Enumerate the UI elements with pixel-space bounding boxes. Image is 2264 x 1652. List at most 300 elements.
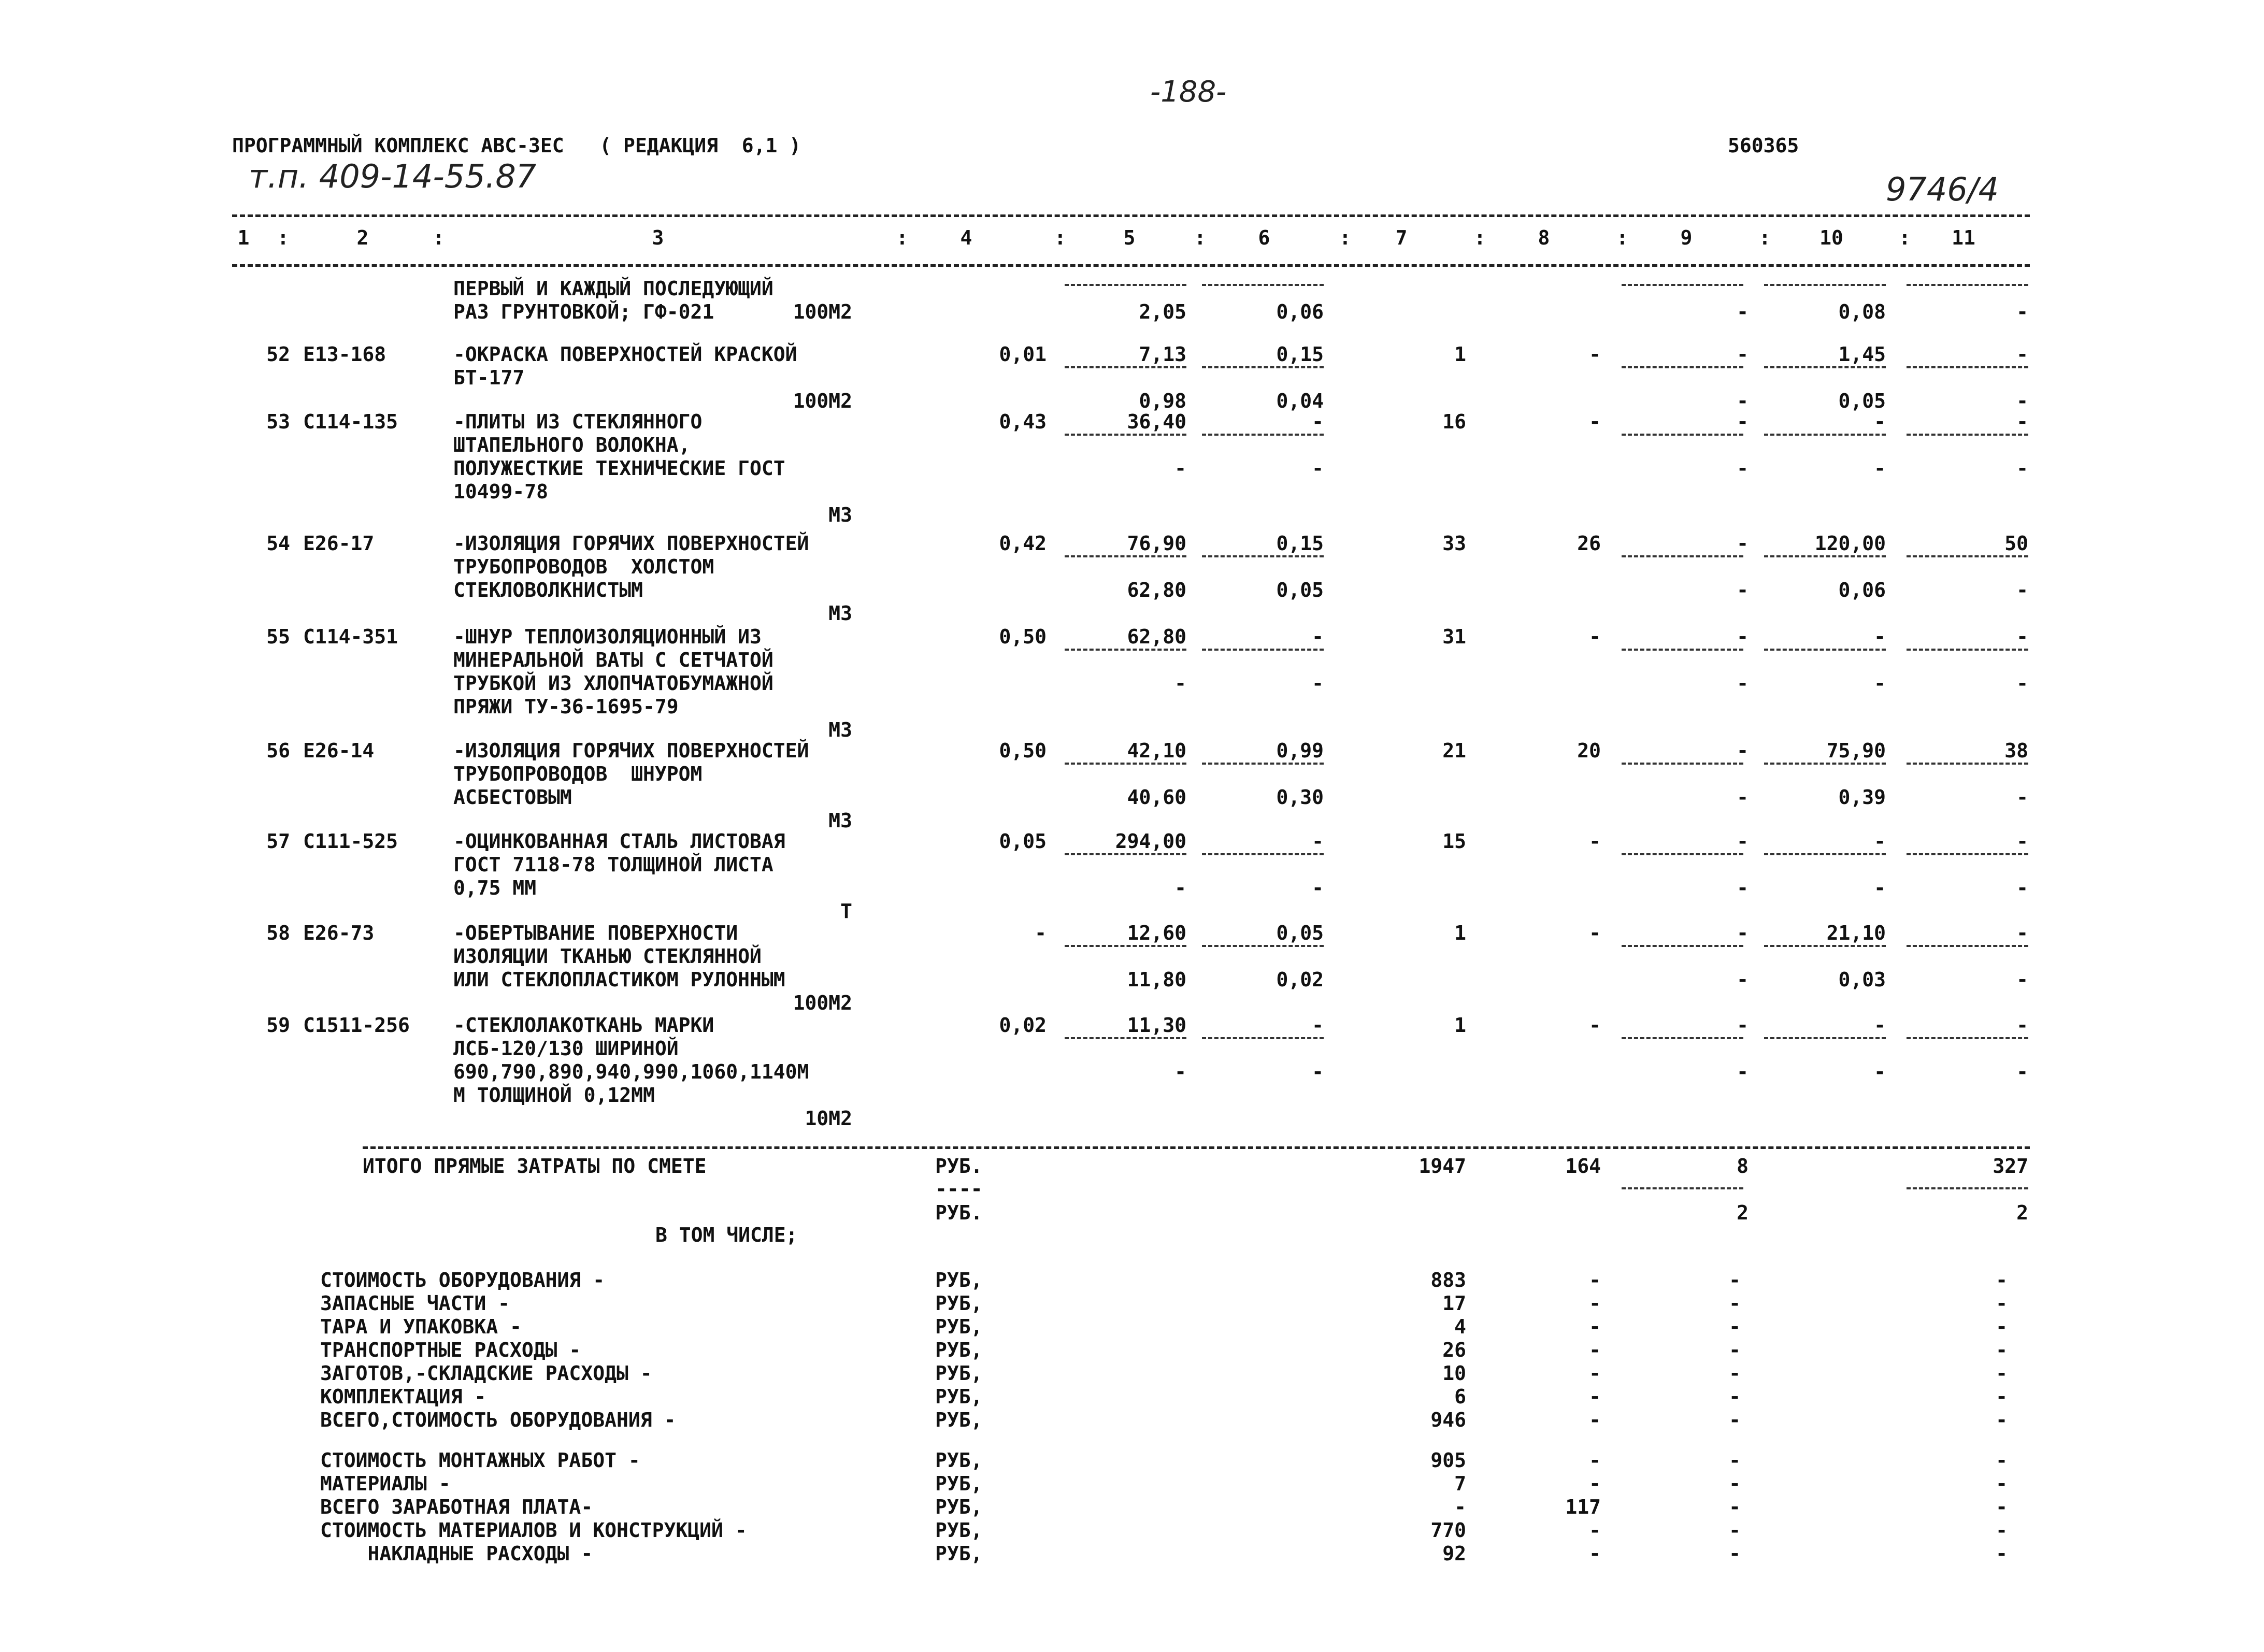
row-number: 54 bbox=[266, 532, 290, 555]
breakdown-labor: - bbox=[1729, 1472, 1741, 1495]
subtotal-rule bbox=[1907, 434, 2028, 436]
subtotal-rule bbox=[1065, 853, 1186, 855]
subtotal-rule bbox=[1065, 284, 1186, 286]
row-description: -ИЗОЛЯЦИЯ ГОРЯЧИХ ПОВЕРХНОСТЕЙ bbox=[453, 739, 809, 762]
breakdown-wages: - bbox=[1589, 1315, 1601, 1338]
breakdown-unit: РУБ, bbox=[935, 1315, 983, 1338]
breakdown-labor: - bbox=[1729, 1542, 1741, 1565]
row-number: 55 bbox=[266, 625, 290, 648]
total-wages: - bbox=[1589, 830, 1601, 853]
total-wages: - bbox=[1589, 922, 1601, 944]
unit-price-wages: - bbox=[1174, 877, 1186, 899]
subtotal-rule bbox=[1622, 366, 1743, 368]
subtotal-rule bbox=[1065, 1037, 1186, 1039]
breakdown-cost: 26 bbox=[1442, 1339, 1466, 1361]
labor-hours: 75,90 bbox=[1826, 739, 1886, 762]
breakdown-labor: - bbox=[1729, 1519, 1741, 1542]
totals-wages: 164 bbox=[1565, 1155, 1601, 1177]
breakdown-cost: 883 bbox=[1430, 1269, 1466, 1291]
unit-of-measure: 10М2 bbox=[805, 1107, 852, 1130]
labor-cost: - bbox=[1737, 532, 1749, 555]
breakdown-cost: 905 bbox=[1430, 1449, 1466, 1472]
subtotal-rule bbox=[1907, 853, 2028, 855]
breakdown-unit: РУБ, bbox=[935, 1292, 983, 1315]
breakdown-label: ВСЕГО ЗАРАБОТНАЯ ПЛАТА- bbox=[320, 1496, 593, 1518]
labor-cost: - bbox=[1737, 739, 1749, 762]
row-number: 53 bbox=[266, 410, 290, 433]
breakdown-cost: 10 bbox=[1442, 1362, 1466, 1385]
quantity: 0,50 bbox=[999, 739, 1047, 762]
subtotal-rule bbox=[1065, 763, 1186, 765]
row-description: -ОБЕРТЫВАНИЕ ПОВЕРХНОСТИ bbox=[453, 922, 738, 944]
labor-hours: - bbox=[1874, 625, 1886, 648]
subtotal-rule bbox=[1065, 366, 1186, 368]
subtotal-rule bbox=[1202, 1037, 1324, 1039]
unit-of-measure: М3 bbox=[828, 719, 852, 741]
subtotal-rule bbox=[1764, 649, 1886, 651]
quantity: 0,50 bbox=[999, 625, 1047, 648]
labor-hours-sub: 0,06 bbox=[1838, 579, 1886, 601]
breakdown-label: КОМПЛЕКТАЦИЯ - bbox=[320, 1385, 486, 1408]
total-cost: 1 bbox=[1454, 922, 1466, 944]
column-separator: : bbox=[896, 226, 908, 249]
breakdown-wages: - bbox=[1589, 1409, 1601, 1431]
labor-cost-sub: - bbox=[1737, 968, 1749, 991]
resource-code: С114-351 bbox=[303, 625, 398, 648]
handwritten-project-ref: т.п. 409-14-55.87 bbox=[249, 157, 537, 195]
total-labor-sub: - bbox=[2016, 968, 2028, 991]
machine-cost: 0,15 bbox=[1276, 343, 1324, 366]
column-header-7: 7 bbox=[1395, 226, 1408, 249]
breakdown-labor: - bbox=[1729, 1449, 1741, 1472]
breakdown-total: - bbox=[1996, 1449, 2008, 1472]
total-labor-sub: - bbox=[2016, 579, 2028, 601]
labor-hours-sub: - bbox=[1874, 877, 1886, 899]
breakdown-unit: РУБ, bbox=[935, 1269, 983, 1291]
column-header-4: 4 bbox=[960, 226, 972, 249]
total-labor-sub: - bbox=[2016, 390, 2028, 412]
totals-label: ИТОГО ПРЯМЫЕ ЗАТРАТЫ ПО СМЕТЕ bbox=[363, 1155, 707, 1177]
column-separator: : bbox=[1616, 226, 1628, 249]
subtotal-rule bbox=[1907, 284, 2028, 286]
labor-cost-sub: - bbox=[1737, 877, 1749, 899]
labor-cost: - bbox=[1737, 410, 1749, 433]
breakdown-wages: - bbox=[1589, 1339, 1601, 1361]
labor-cost-sub: - bbox=[1737, 579, 1749, 601]
subtotal-rule bbox=[1907, 1037, 2028, 1039]
labor-hours-sub: 0,03 bbox=[1838, 968, 1886, 991]
subtotal-rule bbox=[1622, 434, 1743, 436]
row-description: СТЕКЛОВОЛКНИСТЫМ bbox=[453, 579, 643, 601]
column-header-6: 6 bbox=[1258, 226, 1270, 249]
subtotal-rule bbox=[1202, 649, 1324, 651]
total-cost: 1 bbox=[1454, 343, 1466, 366]
breakdown-total: - bbox=[1996, 1542, 2008, 1565]
breakdown-wages: - bbox=[1589, 1472, 1601, 1495]
subtotal-rule bbox=[1622, 945, 1743, 947]
subtotal-rule bbox=[1202, 284, 1324, 286]
unit-price: 42,10 bbox=[1127, 739, 1186, 762]
subtotal-rule bbox=[1622, 763, 1743, 765]
total-cost: 15 bbox=[1442, 830, 1466, 853]
breakdown-unit: РУБ, bbox=[935, 1542, 983, 1565]
totals-unit-secondary: РУБ. bbox=[935, 1201, 983, 1224]
column-separator: : bbox=[433, 226, 445, 249]
column-header-1: 1 bbox=[237, 226, 250, 249]
breakdown-label: ТАРА И УПАКОВКА - bbox=[320, 1315, 522, 1338]
breakdown-unit: РУБ, bbox=[935, 1339, 983, 1361]
breakdown-label: СТОИМОСТЬ МАТЕРИАЛОВ И КОНСТРУКЦИЙ - bbox=[320, 1519, 747, 1542]
labor-cost-sub: - bbox=[1737, 390, 1749, 412]
unit-price-wages: 0,98 bbox=[1139, 390, 1186, 412]
breakdown-labor: - bbox=[1729, 1362, 1741, 1385]
subtotal-rule bbox=[1202, 763, 1324, 765]
unit-of-measure: М3 bbox=[828, 602, 852, 625]
unit-price: 7,13 bbox=[1139, 343, 1186, 366]
breakdown-wages: - bbox=[1589, 1385, 1601, 1408]
total-labor: - bbox=[2016, 410, 2028, 433]
totals-unit-rule: ---- bbox=[935, 1177, 983, 1200]
breakdown-unit: РУБ, bbox=[935, 1362, 983, 1385]
unit-price: 11,30 bbox=[1127, 1014, 1186, 1037]
total-wages: - bbox=[1589, 410, 1601, 433]
machine-cost-wages: 0,02 bbox=[1276, 968, 1324, 991]
subtotal-rule bbox=[1065, 649, 1186, 651]
breakdown-unit: РУБ, bbox=[935, 1385, 983, 1408]
row-description: 0,75 ММ bbox=[453, 877, 537, 899]
breakdown-labor: - bbox=[1729, 1269, 1741, 1291]
subtotal-rule bbox=[1622, 555, 1743, 557]
row-description: -ИЗОЛЯЦИЯ ГОРЯЧИХ ПОВЕРХНОСТЕЙ bbox=[453, 532, 809, 555]
breakdown-unit: РУБ, bbox=[935, 1472, 983, 1495]
totals-cost: 1947 bbox=[1418, 1155, 1466, 1177]
breakdown-labor: - bbox=[1729, 1339, 1741, 1361]
subtotal-rule bbox=[1764, 853, 1886, 855]
row-description: ЛСБ-120/130 ШИРИНОЙ bbox=[453, 1037, 679, 1060]
total-wages: 20 bbox=[1577, 739, 1601, 762]
total-wages: - bbox=[1589, 1014, 1601, 1037]
labor-cost: - bbox=[1737, 625, 1749, 648]
breakdown-unit: РУБ, bbox=[935, 1519, 983, 1542]
breakdown-labor: - bbox=[1729, 1496, 1741, 1518]
breakdown-label: ТРАНСПОРТНЫЕ РАСХОДЫ - bbox=[320, 1339, 581, 1361]
column-header-5: 5 bbox=[1123, 226, 1136, 249]
row-description: -СТЕКЛОЛАКОТКАНЬ МАРКИ bbox=[453, 1014, 714, 1037]
row-description: -ШНУР ТЕПЛОИЗОЛЯЦИОННЫЙ ИЗ bbox=[453, 625, 762, 648]
row-description: БТ-177 bbox=[453, 366, 525, 389]
labor-hours: 21,10 bbox=[1826, 922, 1886, 944]
row-description: ПРЯЖИ ТУ-36-1695-79 bbox=[453, 695, 679, 718]
column-header-8: 8 bbox=[1538, 226, 1550, 249]
total-labor: - bbox=[2016, 922, 2028, 944]
unit-price-wages: - bbox=[1174, 1060, 1186, 1083]
resource-code: С114-135 bbox=[303, 410, 398, 433]
total-wages: - bbox=[1589, 343, 1601, 366]
unit-of-measure: М3 bbox=[828, 809, 852, 832]
row-description: МИНЕРАЛЬНОЙ ВАТЫ С СЕТЧАТОЙ bbox=[453, 649, 773, 671]
machine-cost-wages: 0,04 bbox=[1276, 390, 1324, 412]
labor-hours-sub: 0,08 bbox=[1838, 300, 1886, 323]
labor-cost-sub: - bbox=[1737, 786, 1749, 809]
row-number: 57 bbox=[266, 830, 290, 853]
labor-cost: - bbox=[1737, 1014, 1749, 1037]
row-number: 59 bbox=[266, 1014, 290, 1037]
subtotal-rule bbox=[1622, 649, 1743, 651]
breakdown-total: - bbox=[1996, 1269, 2008, 1291]
subtotal-rule bbox=[1907, 763, 2028, 765]
total-labor-sub: - bbox=[2016, 300, 2028, 323]
resource-code: Е26-14 bbox=[303, 739, 375, 762]
breakdown-wages: - bbox=[1589, 1362, 1601, 1385]
row-description: -ОКРАСКА ПОВЕРХНОСТЕЙ КРАСКОЙ bbox=[453, 343, 797, 366]
subtotal-rule bbox=[1202, 945, 1324, 947]
machine-cost-wages: - bbox=[1312, 457, 1324, 480]
column-header-9: 9 bbox=[1680, 226, 1693, 249]
machine-cost-wages: - bbox=[1312, 877, 1324, 899]
unit-price-wages: 62,80 bbox=[1127, 579, 1186, 601]
row-description: -ОЦИНКОВАННАЯ СТАЛЬ ЛИСТОВАЯ bbox=[453, 830, 785, 853]
row-description: ТРУБКОЙ ИЗ ХЛОПЧАТОБУМАЖНОЙ bbox=[453, 672, 773, 695]
labor-hours: 1,45 bbox=[1838, 343, 1886, 366]
column-header-3: 3 bbox=[652, 226, 664, 249]
row-description: -ПЛИТЫ ИЗ СТЕКЛЯННОГО bbox=[453, 410, 703, 433]
breakdown-labor: - bbox=[1729, 1315, 1741, 1338]
handwritten-sheet-number: 9746/4 bbox=[1886, 170, 1999, 208]
row-description: РАЗ ГРУНТОВКОЙ; ГФ-021 bbox=[453, 300, 714, 323]
labor-hours-sub: 0,05 bbox=[1838, 390, 1886, 412]
totals-total-sub: 2 bbox=[2016, 1201, 2028, 1224]
machine-cost: - bbox=[1312, 830, 1324, 853]
breakdown-unit: РУБ, bbox=[935, 1449, 983, 1472]
unit-price: 294,00 bbox=[1115, 830, 1186, 853]
breakdown-total: - bbox=[1996, 1472, 2008, 1495]
breakdown-unit: РУБ, bbox=[935, 1496, 983, 1518]
breakdown-total: - bbox=[1996, 1292, 2008, 1315]
row-description: ТРУБОПРОВОДОВ ШНУРОМ bbox=[453, 763, 703, 785]
breakdown-label: ВСЕГО,СТОИМОСТЬ ОБОРУДОВАНИЯ - bbox=[320, 1409, 676, 1431]
labor-cost-sub: - bbox=[1737, 672, 1749, 695]
row-number: 56 bbox=[266, 739, 290, 762]
machine-cost: 0,05 bbox=[1276, 922, 1324, 944]
machine-cost: - bbox=[1312, 1014, 1324, 1037]
machine-cost-wages: 0,06 bbox=[1276, 300, 1324, 323]
breakdown-wages: - bbox=[1589, 1542, 1601, 1565]
breakdown-wages: - bbox=[1589, 1519, 1601, 1542]
unit-price-wages: 2,05 bbox=[1139, 300, 1186, 323]
subtotal-rule bbox=[1764, 434, 1886, 436]
breakdown-cost: 17 bbox=[1442, 1292, 1466, 1315]
breakdown-labor: - bbox=[1729, 1409, 1741, 1431]
labor-cost-sub: - bbox=[1737, 457, 1749, 480]
machine-cost: - bbox=[1312, 410, 1324, 433]
labor-hours: - bbox=[1874, 410, 1886, 433]
breakdown-label: СТОИМОСТЬ ОБОРУДОВАНИЯ - bbox=[320, 1269, 605, 1291]
breakdown-label: ЗАПАСНЫЕ ЧАСТИ - bbox=[320, 1292, 510, 1315]
total-labor-sub: - bbox=[2016, 786, 2028, 809]
total-cost: 16 bbox=[1442, 410, 1466, 433]
labor-hours: 120,00 bbox=[1814, 532, 1886, 555]
breakdown-unit: РУБ, bbox=[935, 1409, 983, 1431]
breakdown-wages: - bbox=[1589, 1449, 1601, 1472]
total-cost: 1 bbox=[1454, 1014, 1466, 1037]
labor-hours-sub: - bbox=[1874, 457, 1886, 480]
breakdown-wages: - bbox=[1589, 1269, 1601, 1291]
total-cost: 33 bbox=[1442, 532, 1466, 555]
column-separator: : bbox=[1474, 226, 1486, 249]
column-separator: : bbox=[1759, 226, 1771, 249]
column-header-10: 10 bbox=[1819, 226, 1843, 249]
row-description: ИЛИ СТЕКЛОПЛАСТИКОМ РУЛОННЫМ bbox=[453, 968, 785, 991]
total-labor-sub: - bbox=[2016, 457, 2028, 480]
unit-price: 12,60 bbox=[1127, 922, 1186, 944]
subtotal-rule bbox=[1622, 1037, 1743, 1039]
subtotal-rule bbox=[1764, 555, 1886, 557]
total-cost: 21 bbox=[1442, 739, 1466, 762]
subtotal-rule bbox=[1065, 945, 1186, 947]
breakdown-label: НАКЛАДНЫЕ РАСХОДЫ - bbox=[320, 1542, 593, 1565]
column-header-11: 11 bbox=[1952, 226, 1975, 249]
totals-labor-sub: 2 bbox=[1737, 1201, 1749, 1224]
breakdown-total: - bbox=[1996, 1362, 2008, 1385]
machine-cost: 0,15 bbox=[1276, 532, 1324, 555]
breakdown-label: СТОИМОСТЬ МОНТАЖНЫХ РАБОТ - bbox=[320, 1449, 640, 1472]
labor-cost: - bbox=[1737, 922, 1749, 944]
subtotal-rule bbox=[1764, 1037, 1886, 1039]
total-labor-sub: - bbox=[2016, 672, 2028, 695]
breakdown-total: - bbox=[1996, 1339, 2008, 1361]
breakdown-total: - bbox=[1996, 1315, 2008, 1338]
program-title: ПРОГРАММНЫЙ КОМПЛЕКС АВС-ЗЕС ( РЕДАКЦИЯ 6,1 ) bbox=[232, 134, 801, 157]
labor-hours-sub: - bbox=[1874, 672, 1886, 695]
total-labor: 38 bbox=[2004, 739, 2028, 762]
subtotal-rule bbox=[1622, 853, 1743, 855]
unit-of-measure: 100М2 bbox=[793, 390, 852, 412]
breakdown-total: - bbox=[1996, 1496, 2008, 1518]
labor-hours: - bbox=[1874, 1014, 1886, 1037]
breakdown-wages: - bbox=[1589, 1292, 1601, 1315]
subtotal-rule bbox=[1065, 555, 1186, 557]
resource-code: Е26-17 bbox=[303, 532, 375, 555]
breakdown-cost: 4 bbox=[1454, 1315, 1466, 1338]
total-labor-sub: - bbox=[2016, 877, 2028, 899]
machine-cost: - bbox=[1312, 625, 1324, 648]
unit-price-wages: - bbox=[1174, 672, 1186, 695]
subtotal-rule bbox=[1764, 763, 1886, 765]
labor-cost: - bbox=[1737, 343, 1749, 366]
breakdown-label: ЗАГОТОВ,-СКЛАДСКИЕ РАСХОДЫ - bbox=[320, 1362, 652, 1385]
breakdown-total: - bbox=[1996, 1409, 2008, 1431]
subtotal-rule bbox=[1764, 284, 1886, 286]
row-description: ТРУБОПРОВОДОВ ХОЛСТОМ bbox=[453, 555, 714, 578]
subtotal-rule bbox=[1907, 1187, 2028, 1189]
unit-price-wages: 11,80 bbox=[1127, 968, 1186, 991]
breakdown-labor: - bbox=[1729, 1292, 1741, 1315]
including-label: В ТОМ ЧИСЛЕ; bbox=[655, 1224, 798, 1246]
column-separator: : bbox=[1339, 226, 1351, 249]
unit-of-measure: М3 bbox=[828, 504, 852, 526]
total-labor: - bbox=[2016, 1014, 2028, 1037]
machine-cost-wages: - bbox=[1312, 1060, 1324, 1083]
total-labor: - bbox=[2016, 625, 2028, 648]
unit-price: 62,80 bbox=[1127, 625, 1186, 648]
row-description: ГОСТ 7118-78 ТОЛЩИНОЙ ЛИСТА bbox=[453, 853, 773, 876]
totals-rule bbox=[363, 1146, 2030, 1149]
subtotal-rule bbox=[1065, 434, 1186, 436]
unit-of-measure: 100М2 bbox=[793, 992, 852, 1014]
total-labor: 50 bbox=[2004, 532, 2028, 555]
subtotal-rule bbox=[1202, 853, 1324, 855]
row-description: 690,790,890,940,990,1060,1140М bbox=[453, 1060, 809, 1083]
row-description: 10499-78 bbox=[453, 480, 549, 503]
unit-of-measure: 100М2 bbox=[793, 300, 852, 323]
column-separator: : bbox=[1899, 226, 1911, 249]
document-code: 560365 bbox=[1728, 134, 1799, 157]
totals-labor: 8 bbox=[1737, 1155, 1749, 1177]
total-labor: - bbox=[2016, 830, 2028, 853]
breakdown-label: МАТЕРИАЛЫ - bbox=[320, 1472, 451, 1495]
breakdown-wages: 117 bbox=[1565, 1496, 1601, 1518]
subtotal-rule bbox=[1202, 555, 1324, 557]
breakdown-total: - bbox=[1996, 1385, 2008, 1408]
row-description: М ТОЛЩИНОЙ 0,12ММ bbox=[453, 1084, 655, 1107]
header-rule-top bbox=[232, 214, 2030, 217]
breakdown-cost: 946 bbox=[1430, 1409, 1466, 1431]
breakdown-cost: 770 bbox=[1430, 1519, 1466, 1542]
subtotal-rule bbox=[1907, 649, 2028, 651]
breakdown-cost: - bbox=[1454, 1496, 1466, 1518]
subtotal-rule bbox=[1202, 434, 1324, 436]
breakdown-cost: 6 bbox=[1454, 1385, 1466, 1408]
row-description: ШТАПЕЛЬНОГО ВОЛОКНА, bbox=[453, 434, 691, 456]
machine-cost-wages: 0,30 bbox=[1276, 786, 1324, 809]
row-number: 58 bbox=[266, 922, 290, 944]
labor-hours: - bbox=[1874, 830, 1886, 853]
machine-cost-wages: 0,05 bbox=[1276, 579, 1324, 601]
subtotal-rule bbox=[1622, 284, 1743, 286]
labor-cost-sub: - bbox=[1737, 1060, 1749, 1083]
resource-code: Е26-73 bbox=[303, 922, 375, 944]
subtotal-rule bbox=[1202, 366, 1324, 368]
labor-hours-sub: 0,39 bbox=[1838, 786, 1886, 809]
unit-price: 36,40 bbox=[1127, 410, 1186, 433]
row-description: ИЗОЛЯЦИИ ТКАНЬЮ СТЕКЛЯННОЙ bbox=[453, 945, 762, 968]
unit-price: 76,90 bbox=[1127, 532, 1186, 555]
header-rule-bottom bbox=[232, 264, 2030, 267]
subtotal-rule bbox=[1907, 555, 2028, 557]
subtotal-rule bbox=[1907, 366, 2028, 368]
total-wages: - bbox=[1589, 625, 1601, 648]
labor-cost: - bbox=[1737, 830, 1749, 853]
column-header-2: 2 bbox=[356, 226, 369, 249]
totals-unit: РУБ. bbox=[935, 1155, 983, 1177]
column-separator: : bbox=[1194, 226, 1206, 249]
unit-of-measure: Т bbox=[840, 900, 852, 923]
breakdown-labor: - bbox=[1729, 1385, 1741, 1408]
totals-total: 327 bbox=[1993, 1155, 2028, 1177]
quantity: - bbox=[1035, 922, 1047, 944]
row-description: ПЕРВЫЙ И КАЖДЫЙ ПОСЛЕДУЮЩИЙ bbox=[453, 277, 773, 300]
machine-cost-wages: - bbox=[1312, 672, 1324, 695]
subtotal-rule bbox=[1764, 945, 1886, 947]
total-labor: - bbox=[2016, 343, 2028, 366]
page-number: -188- bbox=[1150, 75, 1227, 109]
quantity: 0,42 bbox=[999, 532, 1047, 555]
row-number: 52 bbox=[266, 343, 290, 366]
quantity: 0,01 bbox=[999, 343, 1047, 366]
quantity: 0,05 bbox=[999, 830, 1047, 853]
total-labor-sub: - bbox=[2016, 1060, 2028, 1083]
total-wages: 26 bbox=[1577, 532, 1601, 555]
